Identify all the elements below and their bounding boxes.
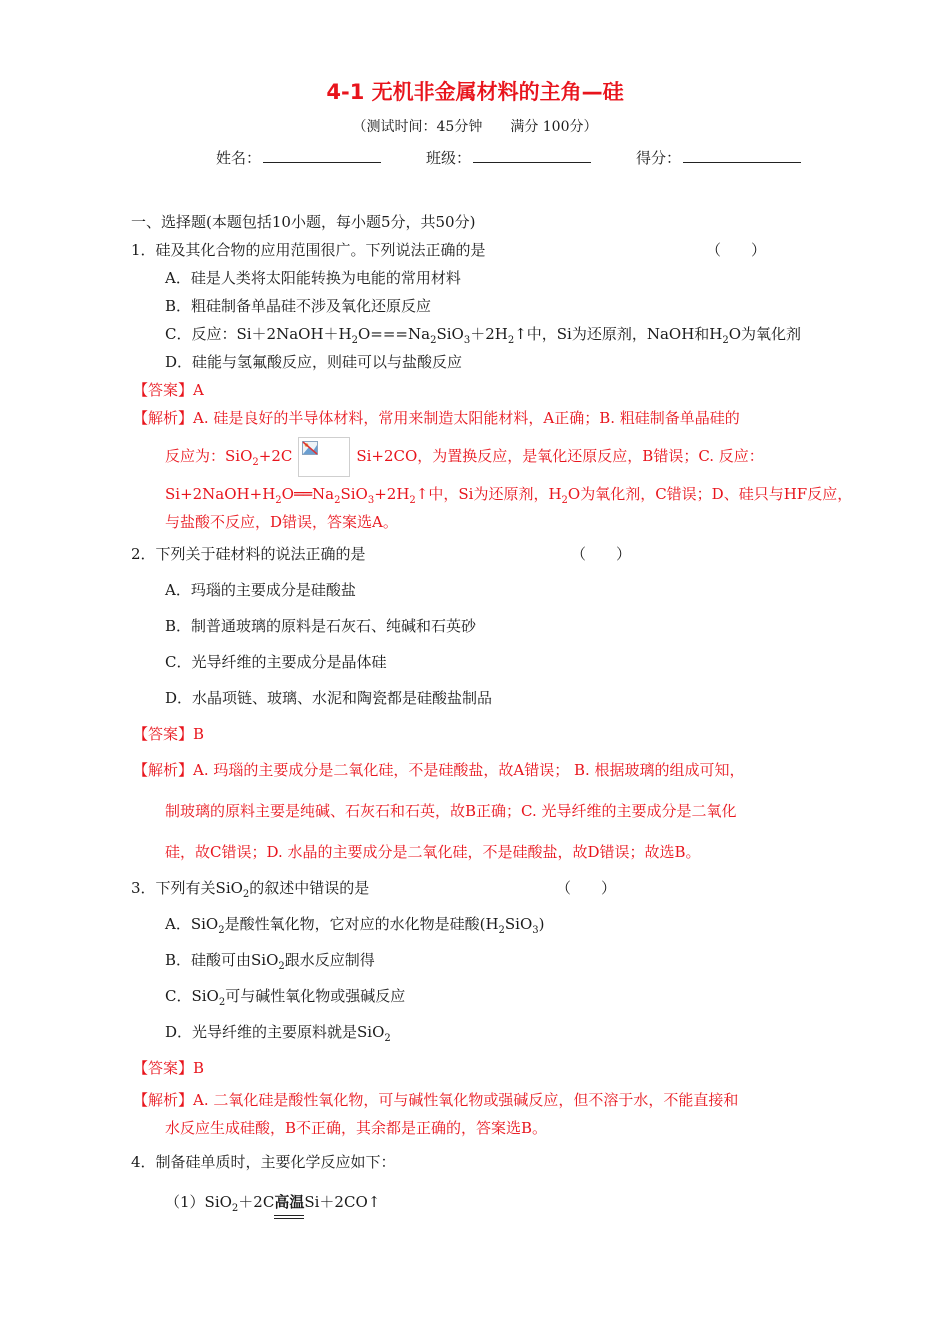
exam-meta: （测试时间：45分钟 满分 100分） — [352, 119, 598, 135]
q1-analysis-line2: 反应为：SiO$_2$+2C Si+2CO，为置换反应，是氧化还原反应，B错误；C. 反应： — [165, 437, 764, 477]
broken-image-icon — [298, 437, 350, 477]
score-blank[interactable] — [683, 148, 801, 163]
q2-option-c: C．光导纤维的主要成分是晶体硅 — [165, 653, 387, 671]
q3-option-d: D．光导纤维的主要原料就是SiO$_2$ — [165, 1023, 391, 1044]
q2-analysis-line1: 【解析】A. 玛瑙的主要成分是二氧化硅，不是硅酸盐，故A错误； B. 根据玻璃的组成可知， — [133, 761, 745, 779]
q3-analysis-line2: 水反应生成硅酸，B不正确，其余都是正确的，答案选B。 — [165, 1119, 548, 1137]
q2-stem: 2．下列关于硅材料的说法正确的是 — [131, 545, 366, 563]
class-field[interactable] — [426, 147, 591, 168]
q1-answer: 【答案】A — [133, 381, 204, 399]
q1-stem: 1．硅及其化合物的应用范围很广。下列说法正确的是 — [131, 241, 486, 259]
q2-analysis-line3: 硅，故C错误；D. 水晶的主要成分是二氧化硅，不是硅酸盐，故D错误；故选B。 — [165, 843, 701, 861]
q1-option-a: A．硅是人类将太阳能转换为电能的常用材料 — [165, 269, 461, 287]
q4-reaction-1: （1）SiO$_2$＋2C高温 Si＋2CO↑ — [165, 1191, 380, 1212]
q1-answer-paren: （ ） — [706, 241, 767, 259]
q2-option-b: B．制普通玻璃的原料是石灰石、纯碱和石英砂 — [165, 617, 477, 635]
q1-analysis-line4: 与盐酸不反应，D错误，答案选A。 — [165, 513, 398, 531]
q2-answer-paren: （ ） — [571, 545, 632, 563]
q3-answer-paren: （ ） — [556, 879, 617, 897]
q1-option-d: D．硅能与氢氟酸反应，则硅可以与盐酸反应 — [165, 353, 463, 371]
q2-option-a: A．玛瑙的主要成分是硅酸盐 — [165, 581, 356, 599]
score-label: 得分： — [636, 149, 682, 167]
score-field[interactable] — [636, 147, 801, 168]
q1-option-c: C．反应：$Si+2NaOH+H_2O===Na_2SiO_3+2H_2↑$中，Si为还原剂，NaOH和$H_2O$为氧化剂 — [165, 325, 802, 346]
q1-option-b: B．粗硅制备单晶硅不涉及氧化还原反应 — [165, 297, 432, 315]
q3-answer: 【答案】B — [133, 1059, 205, 1077]
section-heading: 一、选择题(本题包括10小题，每小题5分，共50分) — [131, 213, 476, 231]
q2-option-d: D．水晶项链、玻璃、水泥和陶瓷都是硅酸盐制品 — [165, 689, 493, 707]
q3-analysis-line1: 【解析】A. 二氧化硅是酸性氧化物，可与碱性氧化物或强碱反应，但不溶于水，不能直接和 — [133, 1091, 739, 1109]
q2-answer: 【答案】B — [133, 725, 205, 743]
name-label: 姓名： — [216, 149, 262, 167]
class-label: 班级： — [426, 149, 472, 167]
q3-option-b: B．硅酸可由SiO$_2$跟水反应制得 — [165, 951, 375, 972]
class-blank[interactable] — [473, 148, 591, 163]
q3-option-a: A．SiO$_2$是酸性氧化物，它对应的水化物是硅酸$(H_2SiO_3)$ — [165, 915, 545, 936]
q2-analysis-line2: 制玻璃的原料主要是纯碱、石灰石和石英，故B正确；C. 光导纤维的主要成分是二氧化 — [165, 802, 737, 820]
q3-option-c: C．SiO$_2$可与碱性氧化物或强碱反应 — [165, 987, 406, 1008]
q4-stem: 4．制备硅单质时，主要化学反应如下： — [131, 1153, 396, 1171]
q1-analysis-line1: 【解析】A. 硅是良好的半导体材料，常用来制造太阳能材料，A正确；B. 粗硅制备单晶硅的 — [133, 409, 740, 427]
reaction-condition: 高温 — [274, 1191, 304, 1212]
name-blank[interactable] — [263, 148, 381, 163]
name-field[interactable] — [216, 147, 381, 168]
q3-stem: 3．下列有关SiO$_2$的叙述中错误的是 — [131, 879, 370, 900]
page-title: 4-1 无机非金属材料的主角—硅 — [326, 80, 624, 104]
q1-analysis-line3: $Si+2NaOH+H_2O══Na_2SiO_3+2H_2↑$中，Si为还原剂，$H_2O$为氧化剂，C错误；D、硅只与HF反应， — [165, 485, 853, 506]
